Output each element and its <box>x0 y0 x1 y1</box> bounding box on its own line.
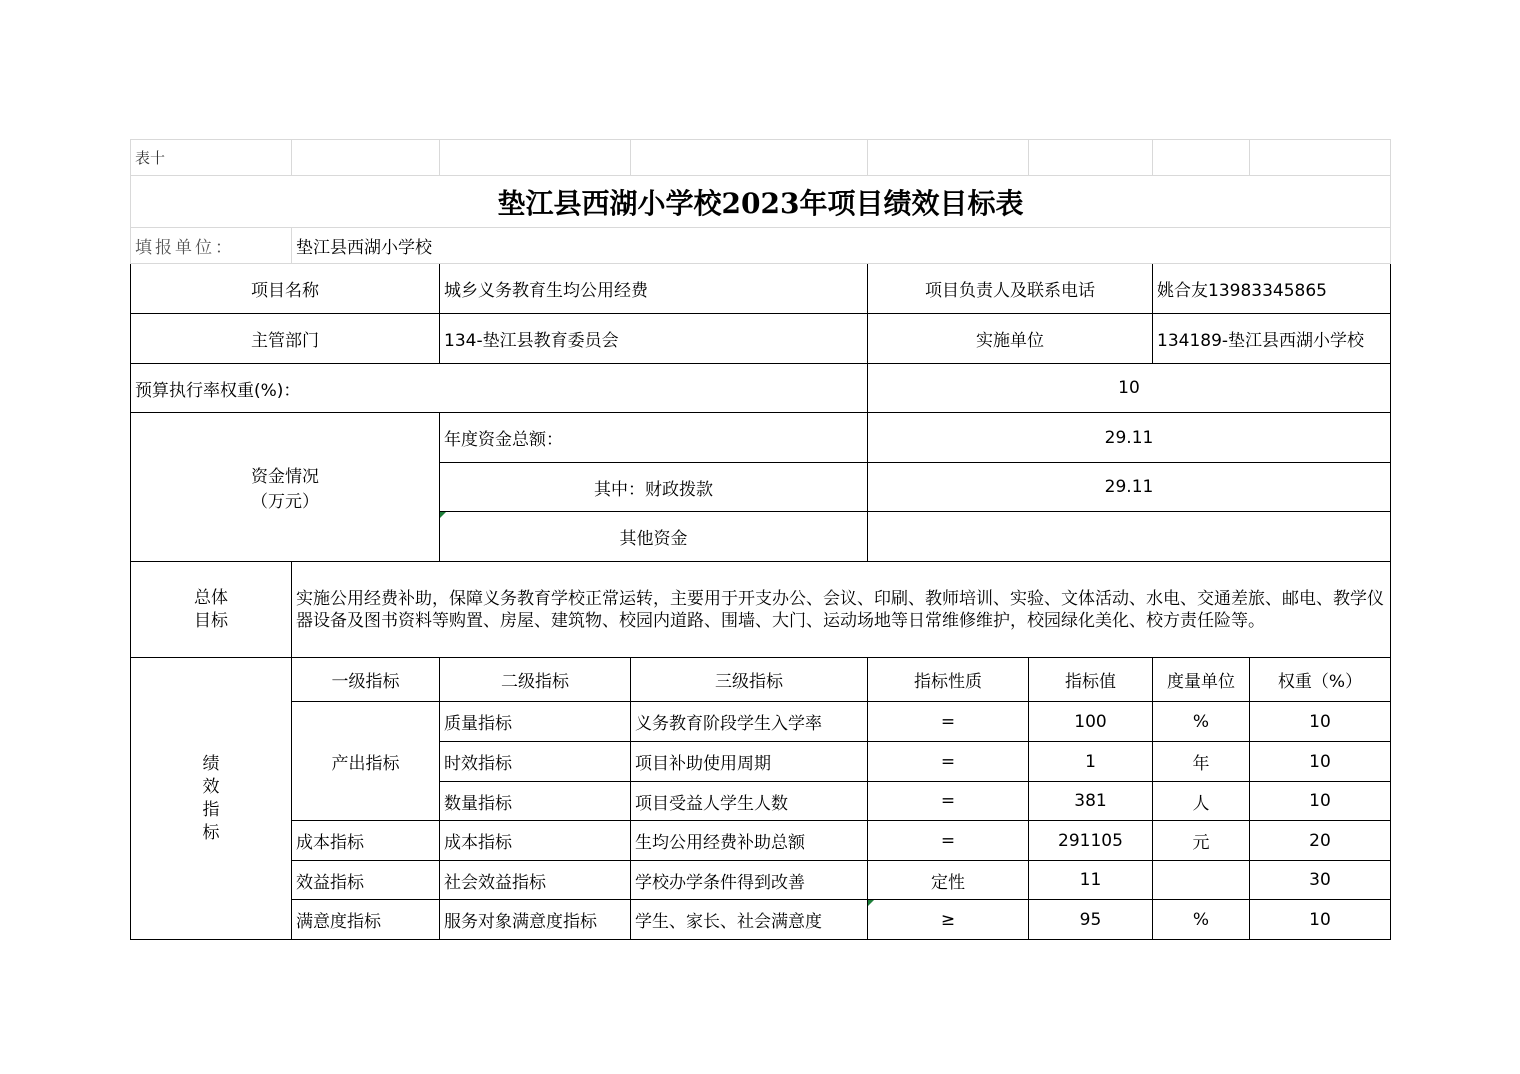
project-name-value: 城乡义务教育生均公用经费 <box>440 264 868 314</box>
value-cell: 11 <box>1029 861 1153 900</box>
weight-cell: 20 <box>1250 821 1391 861</box>
level2-cell: 成本指标 <box>440 821 631 861</box>
weight-cell: 30 <box>1250 861 1391 900</box>
level2-cell: 时效指标 <box>440 742 631 782</box>
level3-cell: 学校办学条件得到改善 <box>631 861 868 900</box>
level3-cell: 项目补助使用周期 <box>631 742 868 782</box>
perf-label-char: 指 <box>202 799 220 820</box>
project-leader-value: 姚合友13983345865 <box>1153 264 1391 314</box>
nature-cell: ≥ <box>868 900 1029 940</box>
dept-label: 主管部门 <box>131 314 440 364</box>
funds-other-label: 其他资金 <box>440 512 868 562</box>
perf-indicator-label <box>131 658 292 940</box>
level2-cell: 数量指标 <box>440 782 631 821</box>
overall-goal-label <box>131 562 292 658</box>
unit-cell: % <box>1153 702 1250 742</box>
level1-cell: 满意度指标 <box>292 900 440 940</box>
level3-cell: 生均公用经费补助总额 <box>631 821 868 861</box>
weight-cell: 10 <box>1250 702 1391 742</box>
weight-cell: 10 <box>1250 900 1391 940</box>
value-cell: 100 <box>1029 702 1153 742</box>
level1-cell: 效益指标 <box>292 861 440 900</box>
table-row <box>131 702 1391 742</box>
overall-goal-text: 实施公用经费补助，保障义务教育学校正常运转，主要用于开支办公、会议、印刷、教师培训、实验、文体活动、水电、交通差旅、邮电、教学仪器设备及图书资料等购置、房屋、建筑物、校园内道路、围墙、大门、运动场地等日常维修维护，校园绿化美化、校方责任险等。 <box>292 562 1391 658</box>
performance-table <box>130 139 1391 940</box>
level2-cell: 质量指标 <box>440 702 631 742</box>
overall-goal-label-line2: 目标 <box>194 610 228 631</box>
value-cell: 381 <box>1029 782 1153 821</box>
impl-unit-value: 134189-垫江县西湖小学校 <box>1153 314 1391 364</box>
funds-other-value <box>868 512 1391 562</box>
nature-cell: = <box>868 782 1029 821</box>
table-row <box>131 861 1391 900</box>
funds-label <box>131 413 440 562</box>
fill-unit-value: 垫江县西湖小学校 <box>292 228 1391 264</box>
overall-goal-label-line1: 总体 <box>194 587 228 608</box>
funds-total-value: 29.11 <box>868 413 1391 463</box>
header-level2: 二级指标 <box>440 658 631 702</box>
value-cell: 1 <box>1029 742 1153 782</box>
perf-label-char: 标 <box>202 822 220 843</box>
perf-label-char: 效 <box>202 776 220 797</box>
unit-cell: 年 <box>1153 742 1250 782</box>
fill-unit-label: 填报单位： <box>131 228 292 264</box>
header-level1: 一级指标 <box>292 658 440 702</box>
level2-cell: 服务对象满意度指标 <box>440 900 631 940</box>
weight-cell: 10 <box>1250 782 1391 821</box>
unit-cell <box>1153 861 1250 900</box>
nature-cell: 定性 <box>868 861 1029 900</box>
table-row <box>131 821 1391 861</box>
project-leader-label: 项目负责人及联系电话 <box>868 264 1153 314</box>
header-unit: 度量单位 <box>1153 658 1250 702</box>
value-cell: 95 <box>1029 900 1153 940</box>
level3-cell: 项目受益人学生人数 <box>631 782 868 821</box>
document-title: 垫江县西湖小学校2023年项目绩效目标表 <box>131 176 1391 228</box>
funds-label-line2: （万元） <box>251 492 319 512</box>
header-level3: 三级指标 <box>631 658 868 702</box>
funds-total-label: 年度资金总额： <box>440 413 868 463</box>
project-name-label: 项目名称 <box>131 264 440 314</box>
level3-cell: 学生、家长、社会满意度 <box>631 900 868 940</box>
nature-cell: = <box>868 821 1029 861</box>
funds-fiscal-label: 其中：财政拨款 <box>440 463 868 512</box>
table-row <box>131 900 1391 940</box>
performance-target-sheet <box>130 139 1390 940</box>
header-value: 指标值 <box>1029 658 1153 702</box>
funds-fiscal-value: 29.11 <box>868 463 1391 512</box>
level2-cell: 社会效益指标 <box>440 861 631 900</box>
unit-cell: 人 <box>1153 782 1250 821</box>
table-number: 表十 <box>131 140 292 176</box>
value-cell: 291105 <box>1029 821 1153 861</box>
level1-cell: 成本指标 <box>292 821 440 861</box>
header-nature: 指标性质 <box>868 658 1029 702</box>
nature-cell: = <box>868 702 1029 742</box>
unit-cell: % <box>1153 900 1250 940</box>
impl-unit-label: 实施单位 <box>868 314 1153 364</box>
budget-weight-value: 10 <box>868 364 1391 413</box>
nature-cell: = <box>868 742 1029 782</box>
header-weight: 权重（%） <box>1250 658 1391 702</box>
level1-cell: 产出指标 <box>292 702 440 821</box>
weight-cell: 10 <box>1250 742 1391 782</box>
budget-weight-label: 预算执行率权重(%)： <box>131 364 868 413</box>
perf-label-char: 绩 <box>202 753 220 774</box>
level3-cell: 义务教育阶段学生入学率 <box>631 702 868 742</box>
dept-value: 134-垫江县教育委员会 <box>440 314 868 364</box>
funds-label-line1: 资金情况 <box>251 467 319 487</box>
unit-cell: 元 <box>1153 821 1250 861</box>
